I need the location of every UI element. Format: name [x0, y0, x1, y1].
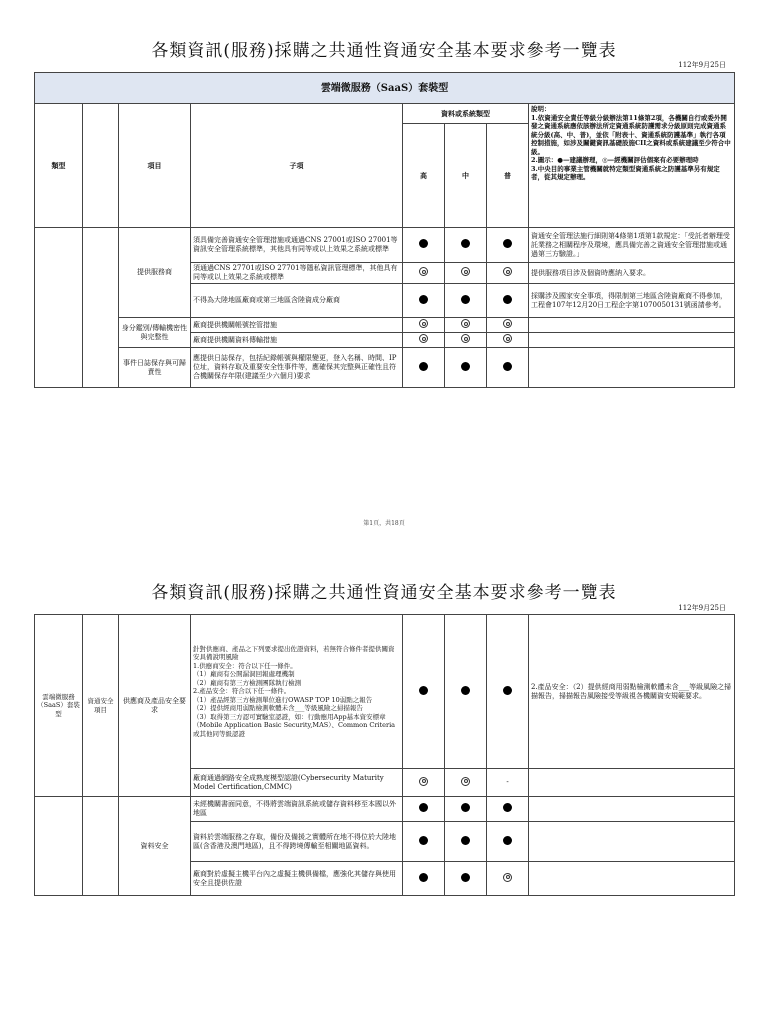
note-cell [529, 862, 735, 896]
column-header-normal: 普 [487, 124, 529, 228]
optional-ring-icon [419, 334, 428, 343]
recommended-dot-icon [461, 873, 470, 882]
recommended-dot-icon [503, 239, 512, 248]
section-header: 雲端微服務（SaaS）套裝型 [35, 73, 735, 104]
recommended-dot-icon [461, 686, 470, 695]
not-applicable-mark: - [487, 769, 529, 797]
requirements-table-page2 [34, 614, 735, 896]
subitem-cell: 廠商通過網路安全成熟度模型認證(Cybersecurity Maturity Model Certification,CMMC) [191, 769, 403, 797]
recommended-dot-icon [419, 686, 428, 695]
recommended-dot-icon [419, 239, 428, 248]
recommended-dot-icon [461, 836, 470, 845]
subitem-cell: 應提供日誌保存，包括紀錄帳號與權限變更，登入名稱、時間、IP 位址，資料存取及重要安全性事件等，應確保其完整與正確性且符合機關保存年限(建議至少六個月)要求 [191, 348, 403, 388]
table-row [35, 797, 735, 822]
note-cell [529, 333, 735, 348]
subitem-cell: 未經機關書面同意，不得將雲端資訊系統或儲存資料移至本國以外地區 [191, 797, 403, 822]
subitem-cell: 不得為大陸地區廠商或第三地區含陸資成分廠商 [191, 284, 403, 318]
column-header-level-group: 資料或系統類型 [403, 104, 529, 124]
note-cell [529, 318, 735, 333]
recommended-dot-icon [503, 295, 512, 304]
group-cell [83, 228, 119, 388]
subitem-cell: 須具備完善資通安全管理措施或通過CNS 27001或ISO 27001等資訊安全管理系統標準，其他具有同等或以上效果之系統或標準 [191, 228, 403, 263]
page-title: 各類資訊(服務)採購之共通性資通安全基本要求參考一覽表 [151, 41, 617, 61]
table-row [35, 228, 735, 263]
table-row [35, 318, 735, 333]
recommended-dot-icon [461, 803, 470, 812]
note-cell: 資通安全管理法施行細則第4條第1項第1款規定：「受託者辦理受託業務之相關程序及環境，應具備完善之資通安全管理措施或通過第三方驗證。」 [529, 228, 735, 263]
subitem-cell: 資料於雲端服務之存取，備份及備援之實體所在地不得位於大陸地區(含香港及澳門地區)，且不得跨境傳輸至相關地區資料。 [191, 822, 403, 862]
item-cell: 供應商及產品安全要求 [119, 615, 191, 797]
note-cell [529, 769, 735, 797]
item-cell: 事件日誌保存與可歸責性 [119, 348, 191, 388]
recommended-dot-icon [461, 295, 470, 304]
subitem-cell: 針對供應商、產品之下列要求提出佐證資料，若無符合條件者提供關資安具備說明風險 1.供應商安全：符合以下任一條件。 （1）廠商有公開漏洞回報處理機制 （2）廠商有第三方檢測團隊執行檢測 2.產品安全：符合以下任一條件。 （1）產品經第三方檢測單位進行OWASP TOP 10弱點之報告 （2）提供經商用弱點檢測軟體未含___等級風險之掃描報告 （3）取得第三方認可實驗室認證，如：行動應用App基本資安標章（Mobile Application Basic Security,MAS）、Common Criteria或其他同等級認證 [191, 615, 403, 769]
item-cell: 資料安全 [119, 797, 191, 896]
optional-ring-icon [419, 777, 428, 786]
subitem-cell: 廠商提供機關帳號控管措施 [191, 318, 403, 333]
optional-ring-icon [419, 267, 428, 276]
subitem-cell: 須通過CNS 27701或ISO 27701等隱私資訊管理標準，其他具有同等或以上效果之系統或標準 [191, 263, 403, 284]
optional-ring-icon [503, 319, 512, 328]
optional-ring-icon [461, 777, 470, 786]
recommended-dot-icon [461, 239, 470, 248]
recommended-dot-icon [503, 686, 512, 695]
recommended-dot-icon [419, 803, 428, 812]
recommended-dot-icon [419, 362, 428, 371]
subitem-cell: 廠商提供機關資料傳輸措施 [191, 333, 403, 348]
optional-ring-icon [503, 267, 512, 276]
recommended-dot-icon [503, 836, 512, 845]
column-header-blank [83, 104, 119, 228]
item-cell: 身分鑑別/傳輸機密性與完整性 [119, 318, 191, 348]
note-cell [529, 348, 735, 388]
column-header-high: 高 [403, 124, 445, 228]
recommended-dot-icon [419, 836, 428, 845]
table-row [35, 615, 735, 769]
optional-ring-icon [461, 334, 470, 343]
column-header-type: 類型 [35, 104, 83, 228]
notes-cell: 說明： 1.依資通安全責任等級分級辦法第11條第2項，各機關自行或委外開發之資通系統應依該辦法所定資通系統防護需求分級原則完成資通系統分級(高、中、普)，並依「附表十、資通系統防護基準」執行各項控制措施，如涉及關鍵資訊基礎設施CII之資料或系統建議至少符合中級。 2.圖示：●—建議辦理，◎—經機關評估個案有必要辦理時 3.中央目的事業主管機關就特定類型資通系統之防護基準另有規定者，從其規定辦理。 [529, 104, 735, 228]
recommended-dot-icon [503, 362, 512, 371]
type-cell: 雲端微服務（SaaS）套裝型 [35, 615, 83, 797]
column-header-mid: 中 [445, 124, 487, 228]
recommended-dot-icon [503, 803, 512, 812]
requirements-table-page1 [34, 72, 735, 388]
recommended-dot-icon [419, 295, 428, 304]
optional-ring-icon [461, 319, 470, 328]
note-cell: 2.產品安全：（2）提供經商用弱點檢測軟體未含___等級風險之掃描報告，掃描報告風險接受等級視各機關資安規範要求。 [529, 615, 735, 769]
item-cell: 提供服務商 [119, 228, 191, 318]
optional-ring-icon [419, 319, 428, 328]
table-row [35, 348, 735, 388]
note-cell [529, 822, 735, 862]
note-cell [529, 797, 735, 822]
note-cell: 採購涉及國家安全事項，得限制第三地區含陸資廠商不得參加，工程會107年12月20日工程企字第1070050131號函請參考。 [529, 284, 735, 318]
optional-ring-icon [503, 334, 512, 343]
document-date: 112年9月25日 [678, 61, 726, 69]
subitem-cell: 廠商對於虛擬主機平台內之虛擬主機俱備檔，應強化其儲存與使用安全且提供佐證 [191, 862, 403, 896]
document-date-2: 112年9月25日 [678, 604, 726, 612]
column-header-item: 項目 [119, 104, 191, 228]
column-header-subitem: 子項 [191, 104, 403, 228]
page-footer: 第1頁，共18頁 [363, 520, 405, 527]
recommended-dot-icon [461, 362, 470, 371]
optional-ring-icon [461, 267, 470, 276]
recommended-dot-icon [419, 873, 428, 882]
type-cell [35, 228, 83, 388]
group-cell: 資通安全項目 [83, 615, 119, 797]
optional-ring-icon [503, 873, 512, 882]
page-title-2: 各類資訊(服務)採購之共通性資通安全基本要求參考一覽表 [151, 583, 617, 603]
note-cell: 提供服務項目涉及個資時應納入要求。 [529, 263, 735, 284]
